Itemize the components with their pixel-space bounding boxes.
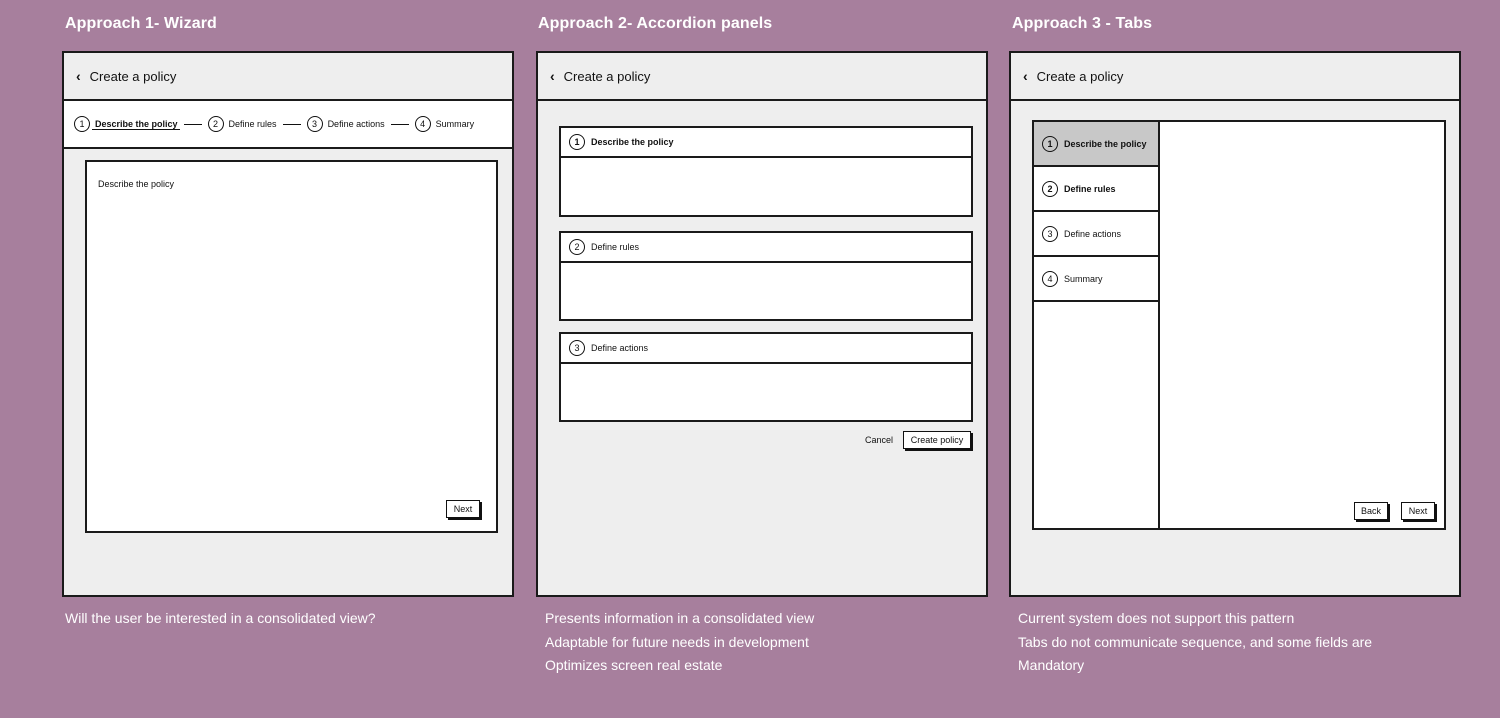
step-number: 4 (415, 116, 431, 132)
panel-label: Describe the policy (591, 137, 674, 147)
back-button[interactable]: Back (1354, 502, 1388, 520)
tab-number: 1 (1042, 136, 1058, 152)
wizard-stepper (64, 101, 512, 149)
step-label: Summary (435, 119, 475, 129)
wizard-content-panel (85, 160, 498, 533)
note-line: Optimizes screen real estate (545, 657, 723, 673)
back-chevron-icon[interactable]: ‹ (76, 68, 81, 84)
step-describe-policy[interactable] (74, 116, 178, 132)
tabs-header (1011, 53, 1459, 101)
panel-label: Define rules (591, 242, 640, 252)
tab-describe-policy[interactable] (1034, 122, 1158, 167)
note-line: Will the user be interested in a consolidated view? (65, 610, 376, 626)
header-title: Create a policy (89, 68, 177, 84)
step-number: 1 (74, 116, 90, 132)
wizard-mockup (62, 51, 514, 597)
approach2-notes (545, 607, 814, 678)
step-label: Define rules (228, 119, 277, 129)
step-define-actions[interactable] (307, 116, 385, 132)
accordion-panel-rules (559, 231, 973, 321)
note-line: Tabs do not communicate sequence, and some fields are (1018, 633, 1373, 650)
note-line: Adaptable for future needs in development (545, 633, 809, 650)
header-title: Create a policy (1036, 68, 1124, 84)
tab-label: Describe the policy (1064, 138, 1147, 149)
step-summary[interactable] (415, 116, 475, 132)
panel-number: 1 (569, 134, 585, 150)
accordion-header (538, 53, 986, 101)
tab-number: 4 (1042, 271, 1058, 287)
approach3-heading: Approach 3 - Tabs (1012, 15, 1153, 32)
next-button[interactable]: Next (1401, 502, 1435, 520)
back-chevron-icon[interactable]: ‹ (1023, 68, 1028, 84)
tab-label: Summary (1064, 273, 1103, 284)
step-number: 2 (208, 116, 224, 132)
step-label: Define actions (327, 119, 385, 129)
approach2-heading: Approach 2- Accordion panels (538, 15, 773, 32)
tab-define-rules[interactable] (1034, 167, 1158, 212)
step-connector (391, 124, 409, 125)
accordion-panel-header[interactable] (561, 128, 971, 158)
tab-define-actions[interactable] (1034, 212, 1158, 257)
accordion-panel-actions (559, 332, 973, 422)
cancel-link[interactable]: Cancel (865, 435, 894, 445)
approach1-notes (65, 607, 376, 631)
content-label: Describe the policy (98, 179, 175, 189)
step-number: 3 (307, 116, 323, 132)
accordion-panel-describe (559, 126, 973, 217)
step-connector (184, 124, 202, 125)
tab-summary[interactable] (1034, 257, 1158, 302)
tabs-mockup (1009, 51, 1461, 597)
tab-number: 2 (1042, 181, 1058, 197)
panel-number: 3 (569, 340, 585, 356)
tab-number: 3 (1042, 226, 1058, 242)
approach3-notes (1018, 607, 1372, 678)
accordion-panel-header[interactable] (561, 233, 971, 263)
panel-label: Define actions (591, 343, 649, 353)
tab-label: Define rules (1064, 183, 1116, 194)
next-button[interactable]: Next (446, 500, 480, 518)
approach1-heading: Approach 1- Wizard (65, 15, 217, 32)
header-title: Create a policy (563, 68, 651, 84)
wizard-header (64, 53, 512, 101)
panel-number: 2 (569, 239, 585, 255)
note-line: Current system does not support this pattern (1018, 610, 1295, 626)
step-label: Describe the policy (95, 119, 178, 129)
create-policy-button[interactable]: Create policy (903, 431, 971, 449)
active-step-underline (92, 129, 180, 130)
step-define-rules[interactable] (208, 116, 277, 132)
back-chevron-icon[interactable]: ‹ (550, 68, 555, 84)
accordion-panel-header[interactable] (561, 334, 971, 364)
vertical-tab-list (1034, 122, 1160, 528)
note-line: Presents information in a consolidated view (545, 610, 815, 626)
step-connector (283, 124, 301, 125)
accordion-mockup (536, 51, 988, 597)
note-line: Mandatory (1018, 657, 1085, 673)
tabs-container (1032, 120, 1446, 530)
tab-label: Define actions (1064, 228, 1122, 239)
